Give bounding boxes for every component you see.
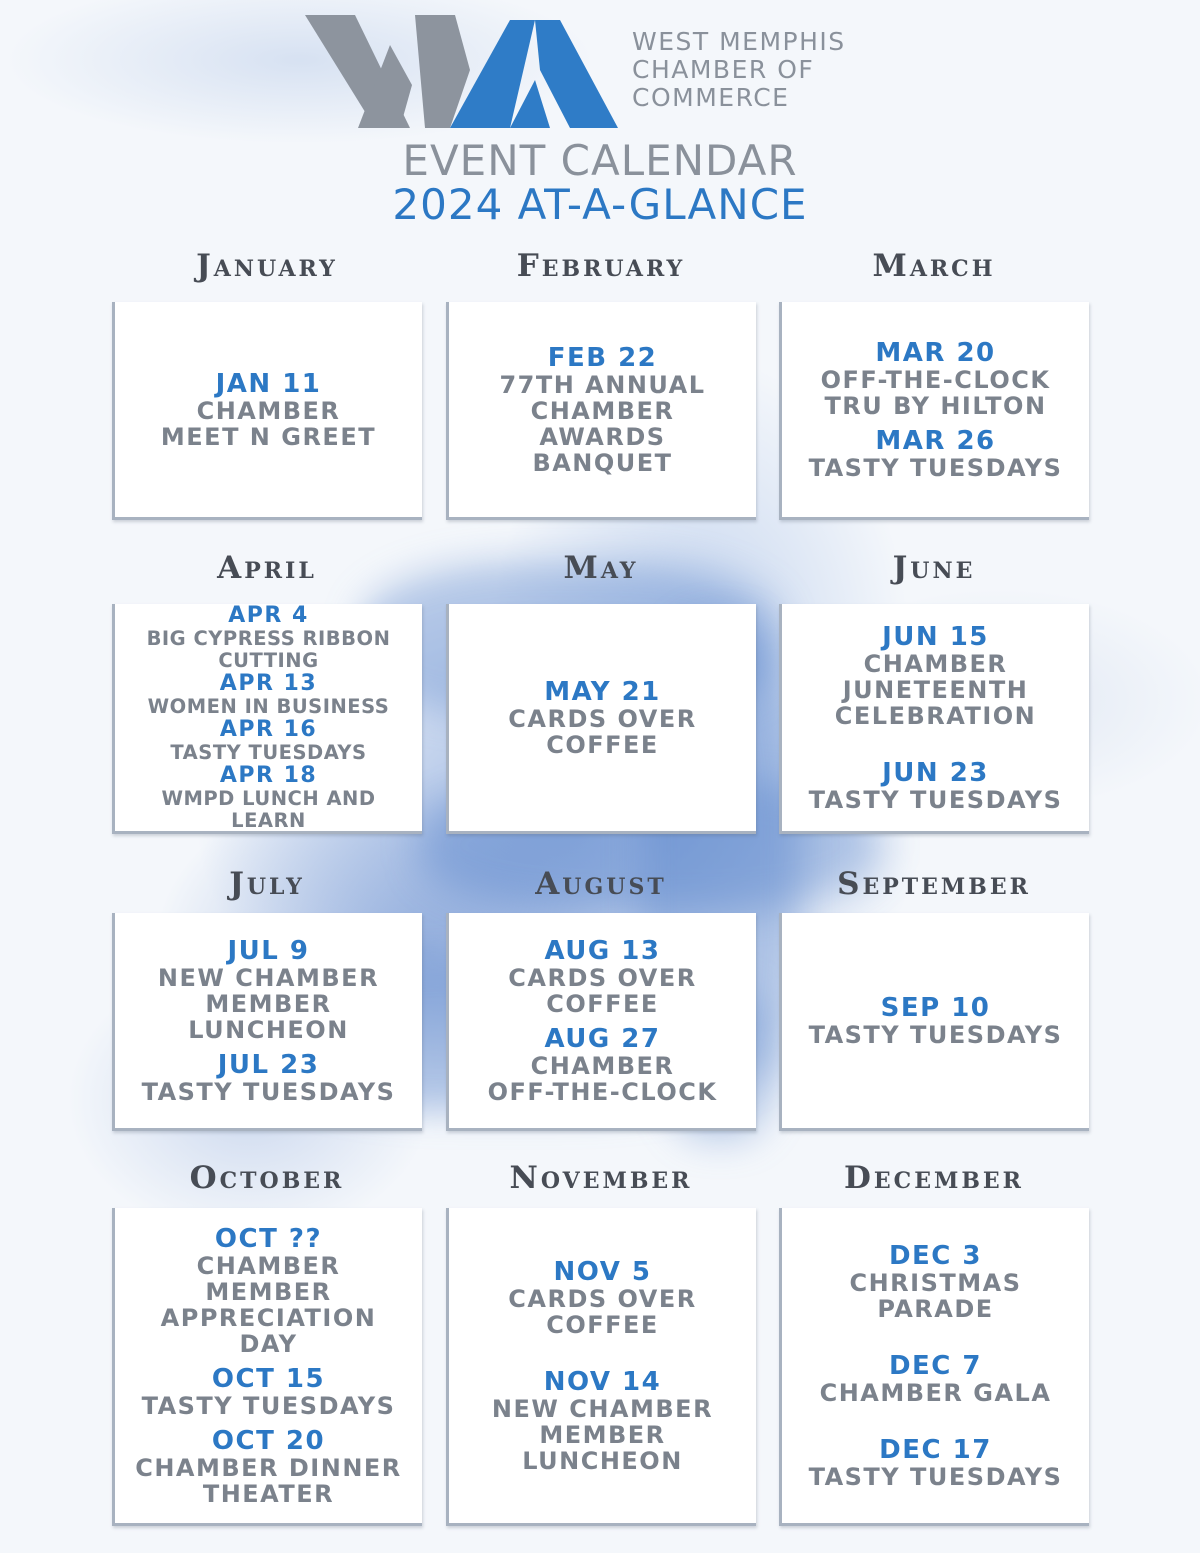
event-description: TASTY TUESDAYS bbox=[808, 785, 1063, 814]
event-date: NOV 5 bbox=[553, 1256, 652, 1287]
event-date: AUG 13 bbox=[544, 935, 661, 966]
organization-name-line: CHAMBER OF bbox=[632, 55, 815, 84]
event-item bbox=[142, 1051, 396, 1105]
month-label-october: October bbox=[189, 1160, 345, 1196]
event-description: TASTY TUESDAYS bbox=[141, 1077, 396, 1106]
event-item bbox=[148, 672, 390, 718]
event-date: SEP 10 bbox=[880, 992, 991, 1023]
organization-name-line: COMMERCE bbox=[632, 83, 790, 112]
event-date: JUN 15 bbox=[882, 621, 989, 652]
event-item bbox=[161, 370, 376, 450]
calendar-title: EVENT CALENDAR bbox=[402, 136, 798, 185]
event-date: OCT 20 bbox=[211, 1425, 326, 1456]
month-label-june: June bbox=[892, 550, 976, 586]
event-description: TASTY TUESDAYS bbox=[141, 1391, 396, 1420]
event-date: MAY 21 bbox=[544, 676, 661, 707]
event-item bbox=[809, 1436, 1063, 1490]
event-description: TASTY TUESDAYS bbox=[808, 1020, 1063, 1049]
event-date: APR 4 bbox=[228, 604, 309, 628]
event-description: WMPD LUNCH AND LEARN bbox=[161, 786, 376, 832]
month-label-february: February bbox=[516, 248, 686, 284]
month-card-february bbox=[446, 302, 756, 520]
month-card-august bbox=[446, 913, 756, 1131]
event-date: FEB 22 bbox=[547, 342, 658, 373]
event-date: JAN 11 bbox=[215, 368, 322, 399]
month-label-april: April bbox=[217, 550, 317, 586]
event-description: CHAMBER MEMBER APPRECIATION DAY bbox=[160, 1251, 377, 1358]
event-item bbox=[508, 678, 696, 758]
event-date: DEC 7 bbox=[888, 1350, 983, 1381]
event-date: JUL 9 bbox=[227, 935, 310, 966]
month-card-october bbox=[112, 1208, 422, 1526]
organization-name bbox=[632, 28, 932, 112]
event-description: NEW CHAMBER MEMBER LUNCHEON bbox=[491, 1394, 714, 1475]
event-description: WOMEN IN BUSINESS bbox=[147, 694, 390, 718]
event-description: NEW CHAMBER MEMBER LUNCHEON bbox=[157, 963, 380, 1044]
event-date: DEC 17 bbox=[879, 1434, 992, 1465]
month-card-november bbox=[446, 1208, 756, 1526]
month-card-may bbox=[446, 604, 756, 834]
event-description: TASTY TUESDAYS bbox=[808, 453, 1063, 482]
event-date: APR 13 bbox=[219, 670, 318, 696]
event-item bbox=[835, 623, 1036, 729]
event-description: CARDS OVER COFFEE bbox=[508, 704, 697, 759]
month-label-december: December bbox=[844, 1160, 1024, 1196]
event-item bbox=[809, 994, 1063, 1048]
month-label-november: November bbox=[509, 1160, 693, 1196]
event-date: AUG 27 bbox=[544, 1023, 661, 1054]
event-item bbox=[809, 759, 1063, 813]
month-card-december bbox=[779, 1208, 1089, 1526]
month-card-march bbox=[779, 302, 1089, 520]
event-date: MAR 20 bbox=[875, 337, 996, 368]
event-date: JUN 23 bbox=[882, 757, 989, 788]
event-item bbox=[492, 1368, 713, 1474]
event-date: OCT 15 bbox=[211, 1363, 326, 1394]
event-description: CHRISTMAS PARADE bbox=[849, 1268, 1022, 1323]
event-description: CHAMBER OFF-THE-CLOCK bbox=[487, 1051, 718, 1106]
event-item bbox=[135, 1427, 402, 1507]
event-description: CARDS OVER COFFEE bbox=[508, 963, 697, 1018]
event-item bbox=[809, 427, 1063, 481]
event-description: CHAMBER MEET N GREET bbox=[160, 396, 377, 451]
event-date: DEC 3 bbox=[888, 1240, 983, 1271]
month-card-april bbox=[112, 604, 422, 834]
event-description: CHAMBER JUNETEENTH CELEBRATION bbox=[834, 649, 1037, 730]
month-label-may: May bbox=[563, 550, 639, 586]
event-date: JUL 23 bbox=[217, 1049, 320, 1080]
event-description: BIG CYPRESS RIBBON CUTTING bbox=[146, 626, 391, 672]
event-item bbox=[170, 718, 366, 764]
event-date: MAR 26 bbox=[875, 425, 996, 456]
event-item bbox=[821, 339, 1051, 419]
event-date: NOV 14 bbox=[543, 1366, 662, 1397]
event-item bbox=[147, 604, 391, 672]
event-item bbox=[161, 1225, 377, 1357]
month-label-march: March bbox=[872, 248, 996, 284]
organization-name-line: WEST MEMPHIS bbox=[632, 27, 846, 56]
event-item bbox=[142, 1365, 396, 1419]
month-label-july: July bbox=[229, 866, 305, 902]
month-card-september bbox=[779, 913, 1089, 1131]
event-item bbox=[499, 344, 705, 476]
month-card-january bbox=[112, 302, 422, 520]
event-description: 77TH ANNUAL CHAMBER AWARDS BANQUET bbox=[499, 370, 706, 477]
event-item bbox=[849, 1242, 1021, 1322]
month-card-july bbox=[112, 913, 422, 1131]
event-item bbox=[508, 937, 696, 1017]
event-description: CHAMBER GALA bbox=[819, 1378, 1052, 1407]
event-date: APR 18 bbox=[219, 762, 318, 788]
calendar-subtitle: 2024 AT-A-GLANCE bbox=[392, 180, 808, 229]
event-item bbox=[820, 1352, 1052, 1406]
month-label-august: August bbox=[535, 866, 667, 902]
month-label-september: September bbox=[837, 866, 1031, 902]
month-card-june bbox=[779, 604, 1089, 834]
event-item bbox=[488, 1025, 718, 1105]
event-item bbox=[508, 1258, 696, 1338]
chamber-logo bbox=[300, 10, 620, 130]
event-description: TASTY TUESDAYS bbox=[170, 740, 367, 764]
event-description: TASTY TUESDAYS bbox=[808, 1462, 1063, 1491]
event-item bbox=[161, 764, 375, 832]
event-description: CHAMBER DINNER THEATER bbox=[135, 1453, 402, 1508]
event-description: OFF-THE-CLOCK TRU BY HILTON bbox=[820, 365, 1051, 420]
event-date: OCT ?? bbox=[214, 1223, 323, 1254]
event-description: CARDS OVER COFFEE bbox=[508, 1284, 697, 1339]
event-date: APR 16 bbox=[219, 716, 318, 742]
event-item bbox=[158, 937, 379, 1043]
month-label-january: January bbox=[196, 248, 338, 284]
